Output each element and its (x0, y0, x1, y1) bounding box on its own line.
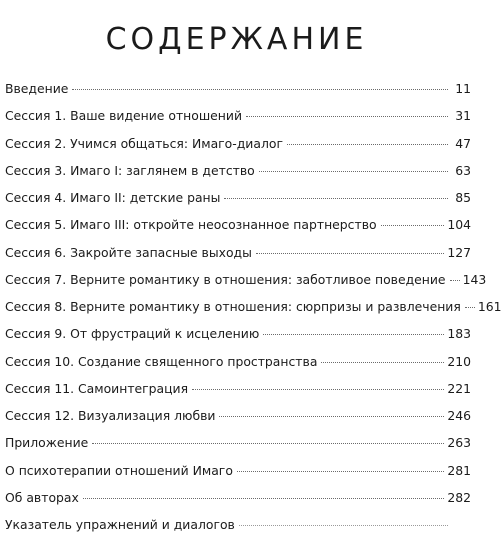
toc-entry-label: Сессия 3. Имаго I: заглянем в детство (5, 162, 255, 178)
toc-entry (5, 402, 471, 429)
toc-entry-label: Сессия 6. Закройте запасные выходы (5, 244, 252, 260)
toc-entry (5, 211, 471, 238)
toc-entry-label: Сессия 1. Ваше видение отношений (5, 108, 243, 124)
dot-leader (237, 471, 444, 472)
toc-entry (5, 239, 471, 266)
toc-entry (5, 184, 471, 211)
toc-entry-label: Сессия 10. Создание священного пространства (5, 353, 318, 369)
dot-leader (72, 89, 448, 90)
toc-entry-label: Сессия 5. Имаго III: откройте неосознанное партнерство (5, 217, 377, 233)
dot-leader (263, 334, 444, 335)
toc-entry-page-number: 104 (447, 217, 471, 233)
toc-entry-label: О психотерапии отношений Имаго (5, 462, 233, 478)
toc-entry (5, 293, 501, 320)
dot-leader (465, 307, 475, 308)
toc-entry-label: Указатель упражнений и диалогов (5, 517, 235, 532)
toc-entry-page-number: 47 (455, 135, 471, 151)
toc-entry (5, 102, 471, 129)
toc-entry-label: Сессия 2. Учимся общаться: Имаго-диалог (5, 135, 283, 151)
toc-entry (5, 348, 471, 375)
toc-list (5, 75, 501, 538)
toc-entry-page-number: 246 (447, 408, 471, 423)
toc-entry-label: Приложение (5, 435, 89, 451)
dot-leader (219, 416, 444, 417)
toc-entry-page-number: 63 (455, 162, 471, 178)
toc-entry (5, 375, 471, 402)
toc-entry-page-number: 31 (455, 108, 471, 124)
dot-leader (321, 362, 444, 363)
toc-entry-label: Введение (5, 81, 69, 96)
toc-entry-page-number: 127 (447, 244, 471, 260)
toc-entry-label: Сессия 8. Верните романтику в отношения: сюрпризы и развлечения (5, 299, 461, 314)
toc-entry-label: Сессия 4. Имаго II: детские раны (5, 190, 221, 205)
dot-leader (224, 198, 448, 199)
dot-leader (381, 225, 445, 226)
dot-leader (239, 525, 448, 526)
dot-leader (92, 443, 444, 444)
toc-entry-page-number: 210 (447, 353, 471, 369)
toc-entry-page-number: 282 (447, 489, 471, 505)
dot-leader (192, 389, 444, 390)
toc-entry (5, 75, 471, 102)
page-title: СОДЕРЖАНИЕ (105, 22, 368, 58)
toc-entry-page-number: 263 (447, 435, 471, 451)
dot-leader (259, 171, 448, 172)
toc-entry-label: Сессия 9. От фрустраций к исцелению (5, 326, 260, 342)
toc-entry-page-number: 85 (455, 190, 471, 205)
dot-leader (287, 144, 448, 145)
toc-entry-page-number: 281 (447, 462, 471, 478)
toc-entry (5, 457, 471, 484)
toc-entry-label: Сессия 7. Верните романтику в отношения: заботливое поведение (5, 271, 446, 287)
dot-leader (83, 498, 445, 499)
toc-entry (5, 157, 471, 184)
toc-entry-page-number: 161 (477, 299, 501, 314)
toc-entry-page-number: 11 (455, 81, 471, 96)
toc-entry-label: Сессия 11. Самоинтеграция (5, 380, 189, 396)
toc-entry (5, 266, 487, 293)
toc-entry (5, 320, 471, 347)
toc-entry (5, 429, 471, 456)
dot-leader (246, 116, 448, 117)
toc-entry (5, 130, 471, 157)
dot-leader (450, 280, 460, 281)
toc-entry-label: Сессия 12. Визуализация любви (5, 408, 216, 423)
dot-leader (256, 253, 444, 254)
toc-entry-label: Об авторах (5, 489, 79, 505)
toc-entry-page-number: 143 (462, 271, 487, 287)
toc-entry (5, 484, 471, 511)
toc-entry-page-number: 221 (447, 380, 471, 396)
toc-entry (5, 511, 471, 538)
toc-entry-page-number: 183 (447, 326, 471, 342)
